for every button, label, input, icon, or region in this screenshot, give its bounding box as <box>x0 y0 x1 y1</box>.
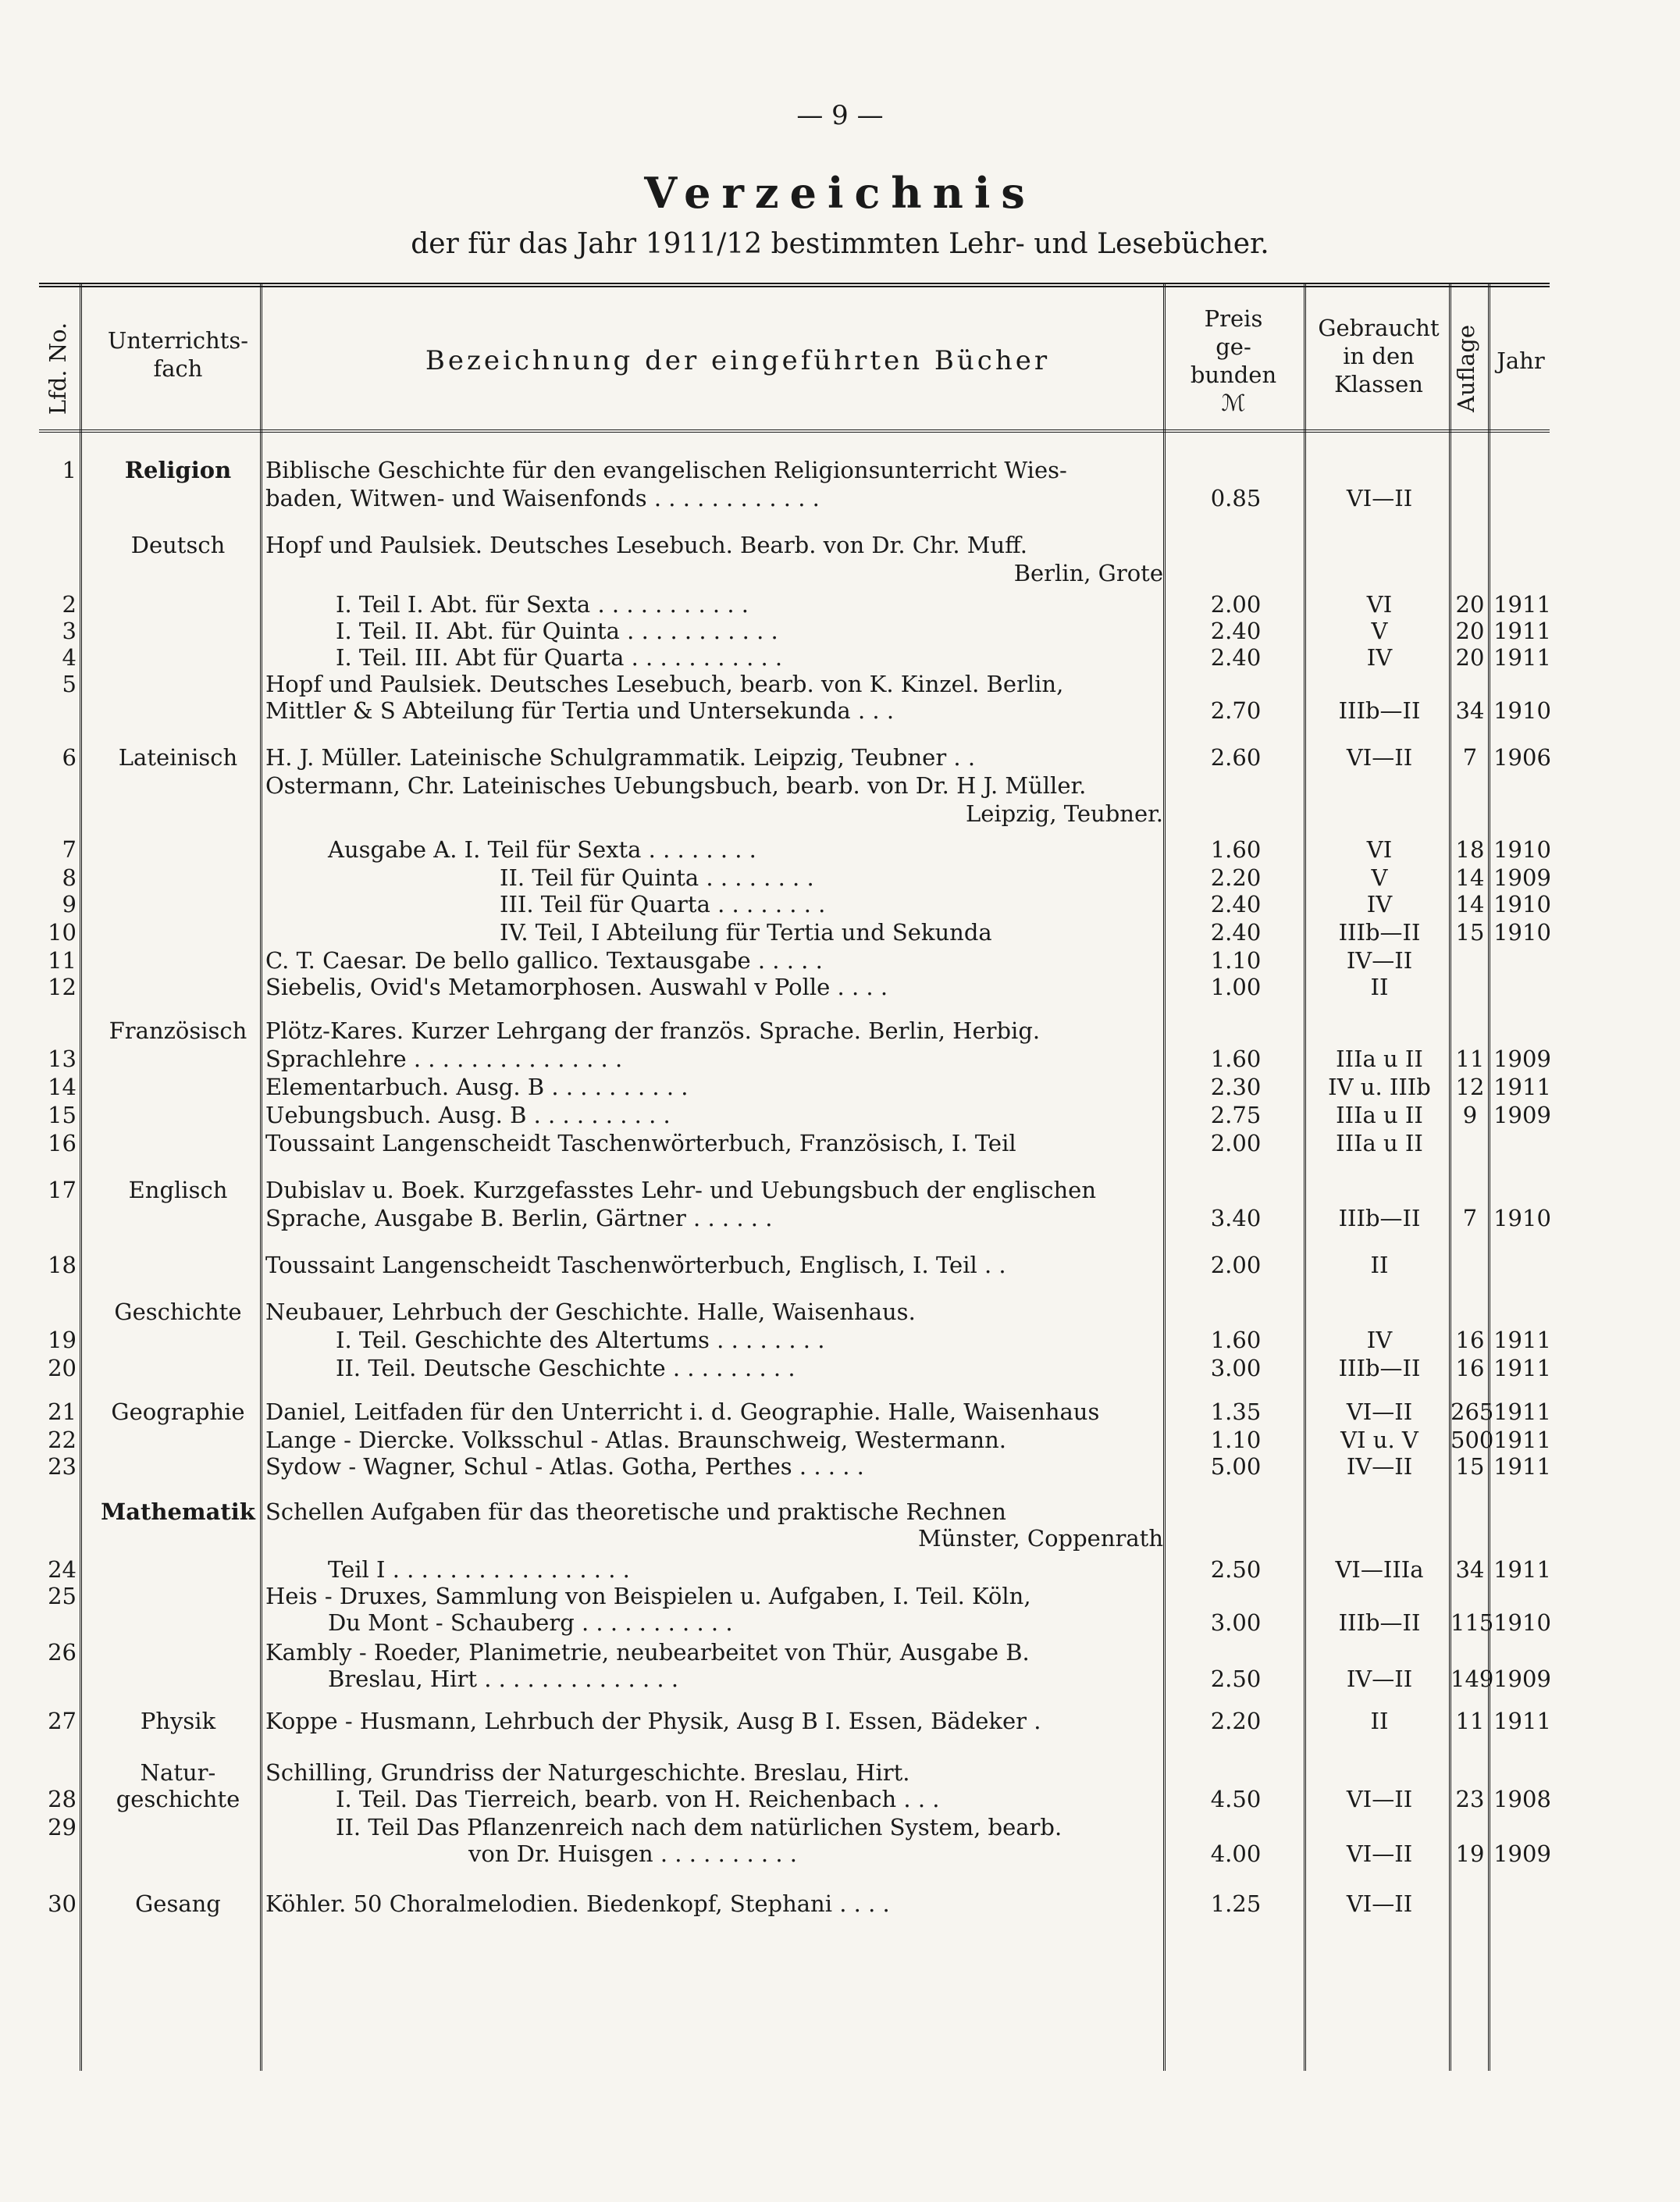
table-row <box>39 1017 1550 1045</box>
row-number: 17 <box>48 1177 77 1203</box>
book-title-cell: Teil I . . . . . . . . . . . . . . . . . <box>328 1556 630 1583</box>
row-number: 19 <box>48 1327 77 1353</box>
edition-cell: 16 <box>1455 1355 1485 1381</box>
edition-cell: 7 <box>1462 744 1478 771</box>
year-cell: 1911 <box>1493 1453 1551 1480</box>
classes-cell: IIIb—II <box>1338 1355 1421 1381</box>
edition-cell: 19 <box>1455 1840 1485 1867</box>
book-title-cell: Toussaint Langenscheidt Taschenwörterbuch, Englisch, I. Teil . . <box>265 1252 1006 1278</box>
book-title-cell: C. T. Caesar. De bello gallico. Textausgabe . . . . . <box>265 947 823 974</box>
book-title-cell: Mittler & S Abteilung für Tertia und Untersekunda . . . <box>265 697 895 724</box>
price-cell: 1.60 <box>1210 1046 1262 1072</box>
header-klassen: Gebraucht in den Klassen <box>1318 315 1440 397</box>
price-cell: 4.50 <box>1210 1786 1262 1812</box>
edition-cell: 15 <box>1455 919 1485 946</box>
classes-cell: V <box>1371 618 1388 644</box>
edition-cell: 15 <box>1455 1453 1485 1480</box>
table-row <box>39 1426 1550 1454</box>
year-cell: 1910 <box>1493 836 1551 863</box>
classes-cell: VI—II <box>1346 1890 1413 1917</box>
price-cell: 4.00 <box>1210 1840 1262 1867</box>
row-number: 22 <box>48 1427 77 1453</box>
page-subtitle: der für das Jahr 1911/12 bestimmten Lehr- und Lesebücher. <box>411 228 1269 260</box>
table-row <box>39 1398 1550 1426</box>
row-number: 27 <box>48 1708 77 1734</box>
price-cell: 2.00 <box>1210 591 1262 618</box>
book-title-cell: I. Teil. Das Tierreich, bearb. von H. Reichenbach . . . <box>336 1786 940 1812</box>
edition-cell: 18 <box>1455 836 1485 863</box>
edition-cell: 34 <box>1455 697 1485 724</box>
table-row <box>39 1609 1550 1637</box>
header-lfd-no: Lfd. No. <box>44 322 71 415</box>
row-number: 1 <box>62 457 77 483</box>
row-number: 21 <box>48 1399 77 1425</box>
book-title-cell: baden, Witwen- und Waisenfonds . . . . . . . . . . . . <box>265 485 820 511</box>
row-number: 14 <box>48 1074 77 1100</box>
table-row <box>39 946 1550 975</box>
edition-cell: 149 <box>1450 1666 1494 1692</box>
book-title-cell: III. Teil für Quarta . . . . . . . . <box>500 891 826 918</box>
table-row <box>39 836 1550 864</box>
edition-cell: 34 <box>1455 1556 1485 1583</box>
price-cell: 1.35 <box>1210 1399 1262 1425</box>
year-cell: 1911 <box>1493 1355 1551 1381</box>
price-cell: 2.40 <box>1210 644 1262 671</box>
year-cell: 1911 <box>1493 1556 1551 1583</box>
price-cell: 2.50 <box>1210 1666 1262 1692</box>
row-number: 11 <box>48 947 77 974</box>
row-number: 5 <box>62 671 77 697</box>
table-row <box>39 1101 1550 1129</box>
classes-cell: II <box>1370 1252 1389 1278</box>
year-cell: 1910 <box>1493 697 1551 724</box>
row-number: 18 <box>48 1252 77 1278</box>
year-cell: 1910 <box>1493 919 1551 946</box>
book-title-cell: Du Mont - Schauberg . . . . . . . . . . . <box>328 1609 733 1636</box>
price-cell: 3.00 <box>1210 1355 1262 1381</box>
book-title-cell: Elementarbuch. Ausg. B . . . . . . . . . . <box>265 1074 689 1100</box>
row-number: 10 <box>48 919 77 946</box>
table-row <box>39 1298 1550 1326</box>
row-number: 9 <box>62 891 77 918</box>
price-cell: 1.10 <box>1210 1427 1262 1453</box>
row-number: 7 <box>62 836 77 863</box>
price-cell: 1.00 <box>1210 974 1262 1000</box>
book-title-cell: II. Teil Das Pflanzenreich nach dem natürlichen System, bearb. <box>336 1814 1062 1840</box>
table-row <box>39 864 1550 892</box>
subject-cell: Geschichte <box>114 1299 242 1325</box>
book-title-cell: Toussaint Langenscheidt Taschenwörterbuch, Französisch, I. Teil <box>265 1130 1016 1156</box>
year-cell: 1906 <box>1493 744 1551 771</box>
classes-cell: IV—II <box>1346 1666 1413 1692</box>
table-row <box>39 800 1550 828</box>
table-row <box>39 1785 1550 1813</box>
edition-cell: 11 <box>1455 1046 1485 1072</box>
table-top-rule <box>39 283 1550 287</box>
book-title-cell: Biblische Geschichte für den evangelischen Religionsunterricht Wies- <box>265 457 1067 483</box>
year-cell: 1911 <box>1493 618 1551 644</box>
price-cell: 3.00 <box>1210 1609 1262 1636</box>
classes-cell: VI—II <box>1346 744 1413 771</box>
classes-cell: VI—II <box>1346 485 1413 511</box>
classes-cell: IIIa u II <box>1336 1130 1423 1156</box>
table-row <box>39 1524 1550 1552</box>
table-row <box>39 771 1550 800</box>
price-cell: 2.50 <box>1210 1556 1262 1583</box>
subject-cell: Mathematik <box>101 1498 255 1525</box>
table-row <box>39 590 1550 618</box>
book-title-cell: Koppe - Husmann, Lehrbuch der Physik, Ausg B I. Essen, Bädeker . <box>265 1708 1041 1734</box>
year-cell: 1909 <box>1493 1102 1551 1128</box>
book-title-cell: Sprachlehre . . . . . . . . . . . . . . . <box>265 1046 623 1072</box>
year-cell: 1911 <box>1493 1074 1551 1100</box>
classes-cell: V <box>1371 864 1388 891</box>
classes-cell: IV u. IIIb <box>1328 1074 1431 1100</box>
row-number: 25 <box>48 1583 77 1609</box>
page-title: Verzeichnis <box>644 168 1036 218</box>
price-cell: 2.20 <box>1210 1708 1262 1734</box>
year-cell: 1910 <box>1493 891 1551 918</box>
book-title-cell: I. Teil. Geschichte des Altertums . . . . . . . . <box>336 1327 825 1353</box>
book-title-cell: Schilling, Grundriss der Naturgeschichte. Breslau, Hirt. <box>265 1759 910 1786</box>
table-row <box>39 1073 1550 1101</box>
row-number: 2 <box>62 591 77 618</box>
price-cell: 2.00 <box>1210 1252 1262 1278</box>
year-cell: 1911 <box>1493 1327 1551 1353</box>
year-cell: 1909 <box>1493 1046 1551 1072</box>
price-cell: 1.60 <box>1210 1327 1262 1353</box>
book-title-cell: von Dr. Huisgen . . . . . . . . . . <box>468 1840 797 1867</box>
header-bezeichnung: Bezeichnung der eingeführten Bücher <box>425 345 1051 376</box>
price-cell: 2.40 <box>1210 618 1262 644</box>
book-title-cell: I. Teil I. Abt. für Sexta . . . . . . . . . . . <box>336 591 749 618</box>
page-number: — 9 — <box>796 100 884 131</box>
table-row <box>39 743 1550 771</box>
price-cell: 5.00 <box>1210 1453 1262 1480</box>
table-row <box>39 1452 1550 1480</box>
book-title-cell: Hopf und Paulsiek. Deutsches Lesebuch, bearb. von K. Kinzel. Berlin, <box>265 671 1064 697</box>
year-cell: 1911 <box>1493 1399 1551 1425</box>
edition-cell: 11 <box>1455 1708 1485 1734</box>
subject-cell: Geographie <box>111 1399 245 1425</box>
table-row <box>39 1498 1550 1526</box>
book-title-cell: Schellen Aufgaben für das theoretische und praktische Rechnen <box>265 1498 1006 1525</box>
table-row <box>39 918 1550 946</box>
row-number: 28 <box>48 1786 77 1812</box>
table-row <box>39 1758 1550 1787</box>
year-cell: 1909 <box>1493 1840 1551 1867</box>
book-title-cell: Daniel, Leitfaden für den Unterricht i. d. Geographie. Halle, Waisenhaus <box>265 1399 1100 1425</box>
year-cell: 1911 <box>1493 591 1551 618</box>
classes-cell: VI—II <box>1346 1786 1413 1812</box>
price-cell: 2.40 <box>1210 891 1262 918</box>
classes-cell: IIIb—II <box>1338 1609 1421 1636</box>
book-title-cell: Uebungsbuch. Ausg. B . . . . . . . . . . <box>265 1102 671 1128</box>
book-title-cell: Berlin, Grote <box>1013 560 1163 586</box>
edition-cell: 7 <box>1462 1205 1478 1231</box>
book-title-cell: Plötz-Kares. Kurzer Lehrgang der französ. Sprache. Berlin, Herbig. <box>265 1017 1041 1044</box>
header-bottom-rule <box>39 429 1550 433</box>
edition-cell: 20 <box>1455 618 1485 644</box>
row-number: 23 <box>48 1453 77 1480</box>
subject-cell: Gesang <box>135 1890 221 1917</box>
classes-cell: IIIb—II <box>1338 697 1421 724</box>
edition-cell: 20 <box>1455 644 1485 671</box>
subject-cell: geschichte <box>116 1786 240 1812</box>
table-row <box>39 1665 1550 1693</box>
edition-cell: 265 <box>1450 1399 1494 1425</box>
classes-cell: VI—IIIa <box>1335 1556 1424 1583</box>
book-title-cell: H. J. Müller. Lateinische Schulgrammatik. Leipzig, Teubner . . <box>265 744 976 771</box>
subject-cell: Religion <box>124 457 232 483</box>
year-cell: 1909 <box>1493 1666 1551 1692</box>
table-row <box>39 484 1550 512</box>
year-cell: 1910 <box>1493 1205 1551 1231</box>
book-title-cell: Siebelis, Ovid's Metamorphosen. Auswahl v Polle . . . . <box>265 974 888 1000</box>
classes-cell: VI <box>1366 591 1393 618</box>
classes-cell: IIIb—II <box>1338 919 1421 946</box>
price-cell: 2.75 <box>1210 1102 1262 1128</box>
table-row <box>39 1813 1550 1841</box>
classes-cell: IV—II <box>1346 947 1413 974</box>
table-row <box>39 1555 1550 1584</box>
price-cell: 1.10 <box>1210 947 1262 974</box>
subject-cell: Lateinisch <box>118 744 238 771</box>
row-number: 4 <box>62 644 77 671</box>
price-cell: 2.40 <box>1210 919 1262 946</box>
year-cell: 1911 <box>1493 1708 1551 1734</box>
row-number: 29 <box>48 1814 77 1840</box>
table-row <box>39 643 1550 672</box>
edition-cell: 12 <box>1455 1074 1485 1100</box>
table-row <box>39 1204 1550 1232</box>
table-row <box>39 1354 1550 1382</box>
subject-cell: Physik <box>140 1708 216 1734</box>
subject-cell: Deutsch <box>130 532 226 558</box>
book-title-cell: Leipzig, Teubner. <box>965 800 1163 827</box>
row-number: 12 <box>48 974 77 1000</box>
table-row <box>39 670 1550 698</box>
table-row <box>39 697 1550 725</box>
book-title-cell: II. Teil für Quinta . . . . . . . . <box>500 864 814 891</box>
classes-cell: IIIa u II <box>1336 1046 1423 1072</box>
classes-cell: VI—II <box>1346 1399 1413 1425</box>
book-title-cell: IV. Teil, I Abteilung für Tertia und Sekunda <box>500 919 992 946</box>
table-row <box>39 1129 1550 1157</box>
table-row <box>39 531 1550 559</box>
book-title-cell: Kambly - Roeder, Planimetrie, neubearbeitet von Thür, Ausgabe B. <box>265 1639 1030 1666</box>
book-title-cell: I. Teil. II. Abt. für Quinta . . . . . . . . . . . <box>336 618 778 644</box>
classes-cell: IIIa u II <box>1336 1102 1423 1128</box>
table-row <box>39 973 1550 1001</box>
edition-cell: 23 <box>1455 1786 1485 1812</box>
edition-cell: 16 <box>1455 1327 1485 1353</box>
book-title-cell: I. Teil. III. Abt für Quarta . . . . . . . . . . . <box>336 644 783 671</box>
header-preis: Preis ge- bunden ℳ <box>1190 305 1277 416</box>
book-title-cell: Heis - Druxes, Sammlung von Beispielen u. Aufgaben, I. Teil. Köln, <box>265 1583 1031 1609</box>
table-row <box>39 1638 1550 1666</box>
table-row <box>39 1840 1550 1868</box>
book-table <box>39 283 1550 2071</box>
price-cell: 2.20 <box>1210 864 1262 891</box>
book-title-cell: Neubauer, Lehrbuch der Geschichte. Halle, Waisenhaus. <box>265 1299 916 1325</box>
row-number: 8 <box>62 864 77 891</box>
price-cell: 2.00 <box>1210 1130 1262 1156</box>
table-row <box>39 1707 1550 1735</box>
classes-cell: VI u. V <box>1340 1427 1418 1453</box>
row-number: 6 <box>62 744 77 771</box>
book-title-cell: Lange - Diercke. Volksschul - Atlas. Braunschweig, Westermann. <box>265 1427 1006 1453</box>
table-row <box>39 559 1550 587</box>
classes-cell: II <box>1370 1708 1389 1734</box>
table-row <box>39 1326 1550 1354</box>
subject-cell: Natur- <box>140 1759 216 1786</box>
row-number: 3 <box>62 618 77 644</box>
book-title-cell: Köhler. 50 Choralmelodien. Biedenkopf, Stephani . . . . <box>265 1890 890 1917</box>
classes-cell: IV <box>1366 1327 1393 1353</box>
book-title-cell: Münster, Coppenrath <box>918 1525 1163 1552</box>
edition-cell: 500 <box>1450 1427 1494 1453</box>
table-row <box>39 1045 1550 1073</box>
row-number: 20 <box>48 1355 77 1381</box>
price-cell: 2.70 <box>1210 697 1262 724</box>
year-cell: 1910 <box>1493 1609 1551 1636</box>
price-cell: 1.25 <box>1210 1890 1262 1917</box>
row-number: 13 <box>48 1046 77 1072</box>
book-title-cell: Ostermann, Chr. Lateinisches Uebungsbuch, bearb. von Dr. H J. Müller. <box>265 772 1087 799</box>
header-auflage: Auflage <box>1453 325 1479 412</box>
table-row <box>39 1582 1550 1610</box>
table-row <box>39 617 1550 645</box>
book-title-cell: Hopf und Paulsiek. Deutsches Lesebuch. Bearb. von Dr. Chr. Muff. <box>265 532 1027 558</box>
book-title-cell: Breslau, Hirt . . . . . . . . . . . . . . <box>328 1666 679 1692</box>
subject-cell: Französisch <box>109 1017 247 1044</box>
price-cell: 2.60 <box>1210 744 1262 771</box>
header-jahr: Jahr <box>1497 347 1545 374</box>
header-fach: Unterrichts- fach <box>107 327 249 382</box>
book-title-cell: II. Teil. Deutsche Geschichte . . . . . . . . . <box>336 1355 796 1381</box>
year-cell: 1909 <box>1493 864 1551 891</box>
table-row <box>39 1176 1550 1204</box>
table-row <box>39 1890 1550 1918</box>
edition-cell: 20 <box>1455 591 1485 618</box>
table-row <box>39 1251 1550 1279</box>
year-cell: 1908 <box>1493 1786 1551 1812</box>
book-title-cell: Ausgabe A. I. Teil für Sexta . . . . . . . . <box>328 836 756 863</box>
edition-cell: 115 <box>1450 1609 1494 1636</box>
subject-cell: Englisch <box>128 1177 228 1203</box>
row-number: 26 <box>48 1639 77 1666</box>
row-number: 16 <box>48 1130 77 1156</box>
year-cell: 1911 <box>1493 644 1551 671</box>
classes-cell: VI <box>1366 836 1393 863</box>
classes-cell: II <box>1370 974 1389 1000</box>
classes-cell: VI—II <box>1346 1840 1413 1867</box>
row-number: 15 <box>48 1102 77 1128</box>
book-title-cell: Dubislav u. Boek. Kurzgefasstes Lehr- und Uebungsbuch der englischen <box>265 1177 1097 1203</box>
book-title-cell: Sprache, Ausgabe B. Berlin, Gärtner . . . . . . <box>265 1205 773 1231</box>
book-title-cell: Sydow - Wagner, Schul - Atlas. Gotha, Perthes . . . . . <box>265 1453 864 1480</box>
table-row <box>39 890 1550 918</box>
edition-cell: 14 <box>1455 864 1485 891</box>
price-cell: 1.60 <box>1210 836 1262 863</box>
edition-cell: 9 <box>1462 1102 1478 1128</box>
price-cell: 0.85 <box>1210 485 1262 511</box>
table-row <box>39 456 1550 484</box>
row-number: 24 <box>48 1556 77 1583</box>
price-cell: 2.30 <box>1210 1074 1262 1100</box>
classes-cell: IV <box>1366 891 1393 918</box>
classes-cell: IV <box>1366 644 1393 671</box>
edition-cell: 14 <box>1455 891 1485 918</box>
row-number: 30 <box>48 1890 77 1917</box>
year-cell: 1911 <box>1493 1427 1551 1453</box>
price-cell: 3.40 <box>1210 1205 1262 1231</box>
classes-cell: IV—II <box>1346 1453 1413 1480</box>
classes-cell: IIIb—II <box>1338 1205 1421 1231</box>
